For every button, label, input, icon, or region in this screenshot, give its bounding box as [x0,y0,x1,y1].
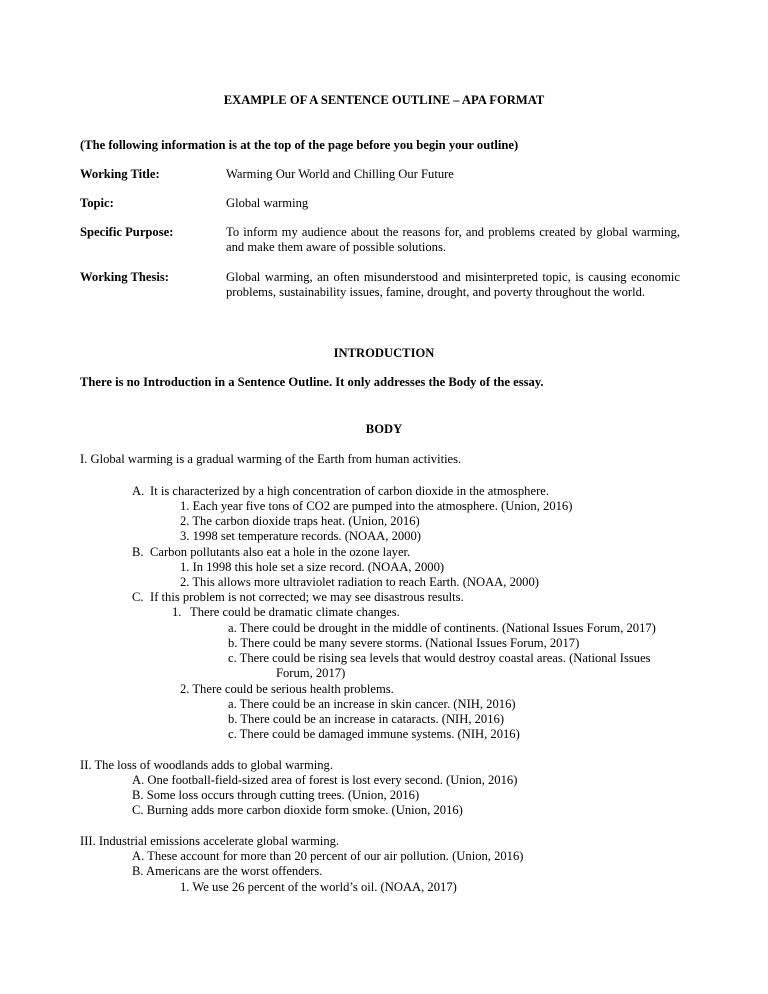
outline-item: B. Americans are the worst offenders. [132,864,323,878]
working-thesis-value: Global warming, an often misunderstood and misinterpreted topic, is causing economic problems, sustainability issues, famine, drought, and poverty throughout the world. [226,270,680,299]
outline-item: Forum, 2017) [276,666,346,680]
specific-purpose-label: Specific Purpose: [80,225,174,239]
header-note: (The following information is at the top of the page before you begin your outline) [80,138,519,152]
outline-item: A. These account for more than 20 percent of our air pollution. (Union, 2016) [132,849,524,863]
specific-purpose-value: To inform my audience about the reasons for, and problems created by global warming, and make them aware of possible solutions. [226,225,680,254]
outline-item: 2. This allows more ultraviolet radiation to reach Earth. (NOAA, 2000) [180,575,539,589]
outline-item: III. Industrial emissions accelerate global warming. [80,834,340,848]
outline-marker: B. [132,545,144,559]
outline-item: 2. The carbon dioxide traps heat. (Union, 2016) [180,514,420,528]
introduction-note: There is no Introduction in a Sentence Outline. It only addresses the Body of the essay. [80,375,544,389]
topic-label: Topic: [80,196,114,210]
outline-item: 1. In 1998 this hole set a size record. (NOAA, 2000) [180,560,445,574]
working-title-label: Working Title: [80,167,160,181]
outline-item: 1. Each year five tons of CO2 are pumped into the atmosphere. (Union, 2016) [180,499,573,513]
outline-item: c. There could be rising sea levels that would destroy coastal areas. (National Issues [228,651,651,665]
outline-item: 2. There could be serious health problems. [180,682,394,696]
outline-item: A. One football-field-sized area of forest is lost every second. (Union, 2016) [132,773,518,787]
outline-item: 1. We use 26 percent of the world’s oil. (NOAA, 2017) [180,880,457,894]
outline-marker: A. [132,484,145,498]
working-thesis-label: Working Thesis: [80,270,169,284]
outline-item: It is characterized by a high concentration of carbon dioxide in the atmosphere. [150,484,549,498]
outline-item: There could be dramatic climate changes. [190,605,400,619]
outline-marker: 1. [172,605,182,619]
document-title: EXAMPLE OF A SENTENCE OUTLINE – APA FORMAT [223,93,545,107]
outline-item: C. Burning adds more carbon dioxide form smoke. (Union, 2016) [132,803,463,817]
outline-marker: C. [132,590,144,604]
outline-item: II. The loss of woodlands adds to global warming. [80,758,334,772]
outline-item: Carbon pollutants also eat a hole in the ozone layer. [150,545,411,559]
outline-item: c. There could be damaged immune systems. (NIH, 2016) [228,727,520,741]
working-title-value: Warming Our World and Chilling Our Future [226,167,454,181]
outline-item: If this problem is not corrected; we may see disastrous results. [150,590,464,604]
outline-item: B. Some loss occurs through cutting trees. (Union, 2016) [132,788,420,802]
outline-item: 3. 1998 set temperature records. (NOAA, 2000) [180,529,421,543]
outline-item: a. There could be an increase in skin cancer. (NIH, 2016) [228,697,516,711]
outline-item: I. Global warming is a gradual warming of the Earth from human activities. [80,452,462,466]
outline-item: b. There could be many severe storms. (National Issues Forum, 2017) [228,636,580,650]
topic-value: Global warming [226,196,309,210]
introduction-heading: INTRODUCTION [333,346,435,360]
outline-item: b. There could be an increase in cataracts. (NIH, 2016) [228,712,505,726]
body-heading: BODY [365,422,403,436]
outline-item: a. There could be drought in the middle of continents. (National Issues Forum, 2017) [228,621,656,635]
